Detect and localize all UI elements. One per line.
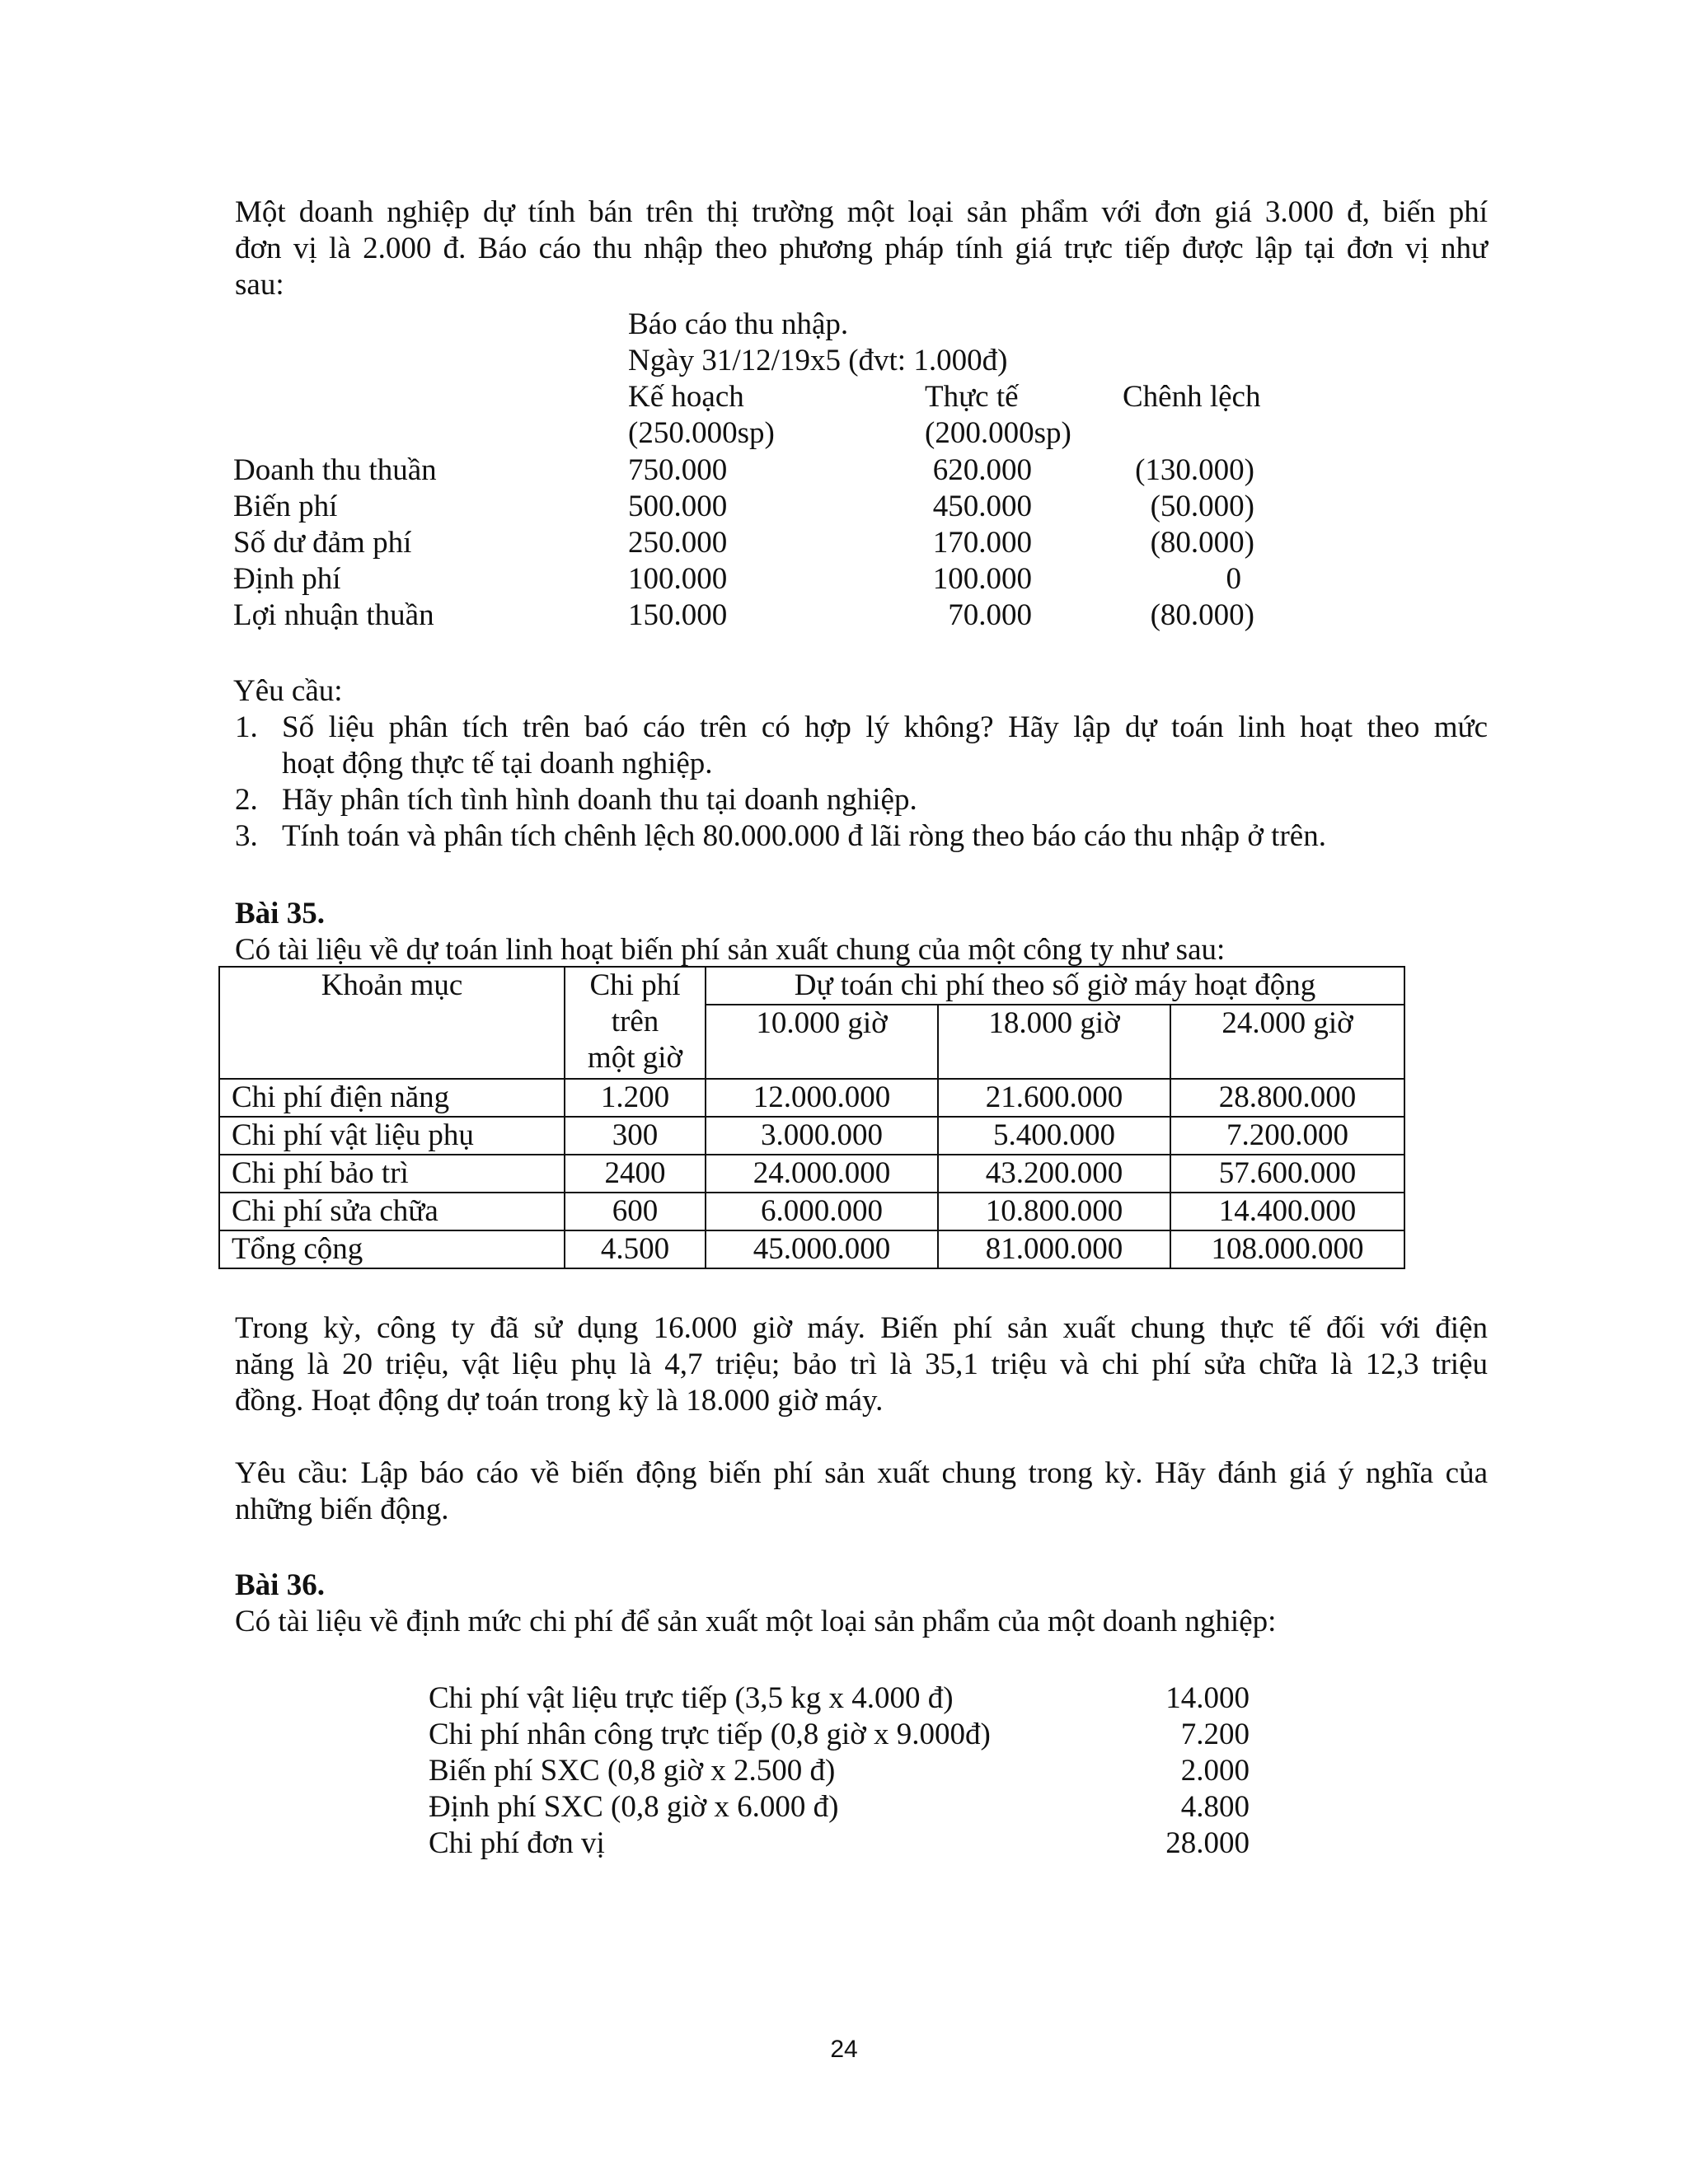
report-title: Báo cáo thu nhập.	[628, 307, 849, 341]
cell-c2: 81.000.000	[938, 1230, 1170, 1268]
cost-value: 14.000	[1165, 1681, 1250, 1715]
cell-item: Chi phí bảo trì	[219, 1155, 565, 1193]
header-cost-per-hour: Chi phí trên một giờ	[565, 967, 706, 1079]
row-plan: 150.000	[628, 598, 728, 632]
col-header-actual-sub: (200.000sp)	[925, 416, 1071, 450]
row-plan: 250.000	[628, 526, 728, 560]
cost-value: 2.000	[1180, 1754, 1250, 1788]
requirement-text-cont: hoạt động thực tế tại doanh nghiệp.	[282, 747, 713, 780]
row-actual: 170.000	[932, 526, 1032, 560]
row-actual: 620.000	[932, 453, 1032, 487]
header-budget: Dự toán chi phí theo số giờ máy hoạt động	[706, 967, 1404, 1005]
table-row	[219, 1079, 1404, 1117]
cell-rate: 4.500	[565, 1230, 706, 1268]
cost-label: Chi phí đơn vị	[429, 1826, 605, 1860]
row-actual: 70.000	[948, 598, 1032, 632]
cell-c1: 12.000.000	[706, 1079, 938, 1117]
cell-item: Chi phí điện năng	[219, 1079, 565, 1117]
exercise-35-requirement	[235, 1455, 1488, 1528]
row-diff: (80.000)	[1150, 598, 1254, 632]
paragraph-line: đồng. Hoạt động dự toán trong kỳ là 18.000 giờ máy.	[235, 1384, 884, 1418]
row-plan: 500.000	[628, 490, 728, 523]
cost-label: Biến phí SXC (0,8 giờ x 2.500 đ)	[429, 1754, 836, 1788]
col-header-actual: Thực tế	[925, 380, 1019, 414]
exercise-35-intro: Có tài liệu về dự toán linh hoạt biến phí sản xuất chung của một công ty như sau:	[235, 933, 1226, 967]
table-row	[219, 1117, 1404, 1155]
cell-c2: 21.600.000	[938, 1079, 1170, 1117]
requirement-number: 1.	[235, 710, 258, 744]
cost-label: Định phí SXC (0,8 giờ x 6.000 đ)	[429, 1790, 839, 1824]
exercise-35-paragraph	[235, 1310, 1488, 1419]
cell-item: Chi phí sửa chữa	[219, 1193, 565, 1230]
page-number: 24	[830, 2036, 858, 2063]
col-header-diff: Chênh lệch	[1123, 380, 1261, 414]
header-10000h: 10.000 giờ	[706, 1005, 938, 1079]
exercise-35-title: Bài 35.	[235, 897, 325, 930]
cost-label: Chi phí vật liệu trực tiếp (3,5 kg x 4.000 đ)	[429, 1681, 954, 1715]
cell-c1: 6.000.000	[706, 1193, 938, 1230]
report-date: Ngày 31/12/19x5 (đvt: 1.000đ)	[628, 344, 1008, 377]
requirement-number: 3.	[235, 819, 258, 853]
cell-item: Chi phí vật liệu phụ	[219, 1117, 565, 1155]
header-18000h: 18.000 giờ	[938, 1005, 1170, 1079]
cell-c2: 43.200.000	[938, 1155, 1170, 1193]
cell-item: Tổng cộng	[219, 1230, 565, 1268]
row-label: Định phí	[233, 562, 341, 596]
cell-c3: 28.800.000	[1170, 1079, 1404, 1117]
intro-line-3: sau:	[235, 268, 284, 302]
table-header-row	[219, 967, 1404, 1005]
requirement-line: Yêu cầu: Lập báo cáo về biến động biến phí sản xuất chung trong kỳ. Hãy đánh giá ý nghĩa của	[235, 1456, 1488, 1490]
cell-c1: 45.000.000	[706, 1230, 938, 1268]
requirement-number: 2.	[235, 783, 258, 817]
row-diff: 0	[1226, 562, 1241, 596]
cell-c3: 14.400.000	[1170, 1193, 1404, 1230]
cost-value: 7.200	[1180, 1718, 1250, 1751]
row-actual: 450.000	[932, 490, 1032, 523]
row-label: Doanh thu thuần	[233, 453, 437, 487]
row-diff: (130.000)	[1135, 453, 1254, 487]
intro-line-2: đơn vị là 2.000 đ. Báo cáo thu nhập theo phương pháp tính giá trực tiếp được lập tại đơn vị như	[235, 232, 1488, 265]
cell-c3: 108.000.000	[1170, 1230, 1404, 1268]
row-label: Biến phí	[233, 490, 338, 523]
exercise-36-intro: Có tài liệu về định mức chi phí để sản xuất một loại sản phẩm của một doanh nghiệp:	[235, 1605, 1277, 1638]
col-header-plan: Kế hoạch	[628, 380, 744, 414]
budget-table	[218, 966, 1405, 1269]
cost-label: Chi phí nhân công trực tiếp (0,8 giờ x 9.000đ)	[429, 1718, 991, 1751]
cell-rate: 2400	[565, 1155, 706, 1193]
col-header-plan-sub: (250.000sp)	[628, 416, 775, 450]
requirement-line: những biến động.	[235, 1493, 449, 1526]
table-row	[219, 1155, 1404, 1193]
row-label: Lợi nhuận thuần	[233, 598, 434, 632]
cell-c1: 24.000.000	[706, 1155, 938, 1193]
table-total-row	[219, 1230, 1404, 1268]
row-label: Số dư đảm phí	[233, 526, 412, 560]
header-item: Khoản mục	[219, 967, 565, 1079]
cell-c2: 10.800.000	[938, 1193, 1170, 1230]
requirements-heading: Yêu cầu:	[233, 674, 343, 708]
cell-rate: 300	[565, 1117, 706, 1155]
requirement-text: Hãy phân tích tình hình doanh thu tại doanh nghiệp.	[282, 783, 917, 817]
row-plan: 750.000	[628, 453, 728, 487]
cell-c3: 57.600.000	[1170, 1155, 1404, 1193]
cell-c2: 5.400.000	[938, 1117, 1170, 1155]
requirement-text: Tính toán và phân tích chênh lệch 80.000.000 đ lãi ròng theo báo cáo thu nhập ở trên.	[282, 819, 1326, 853]
cell-rate: 1.200	[565, 1079, 706, 1117]
requirement-text: Số liệu phân tích trên baó cáo trên có hợp lý không? Hãy lập dự toán linh hoạt theo mức	[282, 710, 1488, 744]
cost-value: 28.000	[1165, 1826, 1250, 1860]
intro-line-1: Một doanh nghiệp dự tính bán trên thị trường một loại sản phẩm với đơn giá 3.000 đ, biến phí	[235, 195, 1488, 229]
cost-value: 4.800	[1180, 1790, 1250, 1824]
paragraph-line: Trong kỳ, công ty đã sử dụng 16.000 giờ máy. Biến phí sản xuất chung thực tế đối với điện	[235, 1311, 1488, 1345]
exercise-36-title: Bài 36.	[235, 1568, 325, 1602]
row-diff: (50.000)	[1150, 490, 1254, 523]
row-actual: 100.000	[932, 562, 1032, 596]
cell-c1: 3.000.000	[706, 1117, 938, 1155]
row-diff: (80.000)	[1150, 526, 1254, 560]
cell-c3: 7.200.000	[1170, 1117, 1404, 1155]
intro-paragraph	[235, 194, 1488, 303]
header-24000h: 24.000 giờ	[1170, 1005, 1404, 1079]
row-plan: 100.000	[628, 562, 728, 596]
table-row	[219, 1193, 1404, 1230]
cell-rate: 600	[565, 1193, 706, 1230]
paragraph-line: năng là 20 triệu, vật liệu phụ là 4,7 triệu; bảo trì là 35,1 triệu và chi phí sửa chữa là 12,3 triệu	[235, 1347, 1488, 1381]
